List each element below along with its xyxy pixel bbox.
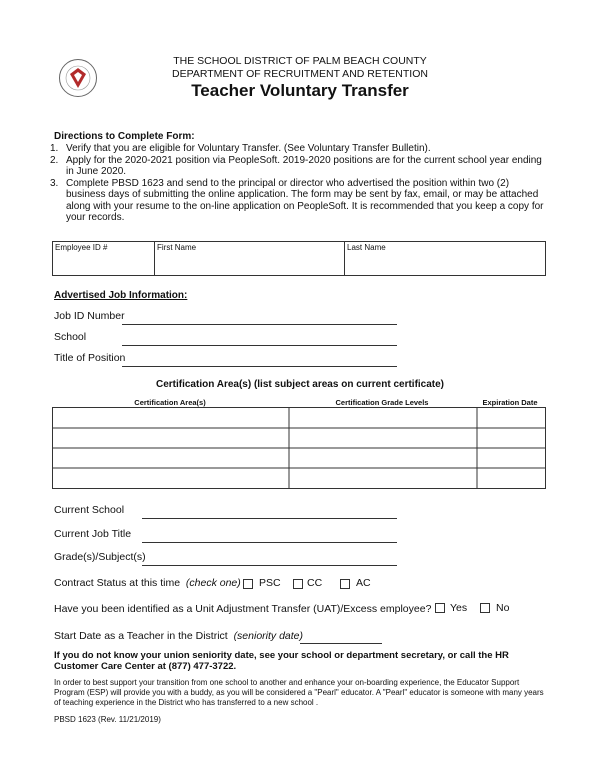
grades-subjects-label: Grade(s)/Subject(s): [54, 551, 146, 563]
current-school-label: Current School: [54, 504, 125, 516]
first-name-label: First Name: [157, 243, 197, 252]
direction-item: 1. Verify that you are eligible for Voluntary Transfer. (See Voluntary Transfer Bulletin).: [50, 143, 431, 154]
current-job-title-input-line[interactable]: [142, 542, 397, 543]
cert-area-header: Certification Area(s): [134, 398, 206, 407]
district-name: THE SCHOOL DISTRICT OF PALM BEACH COUNTY: [173, 55, 427, 67]
start-date-input-line[interactable]: [300, 643, 382, 644]
job-id-input-line[interactable]: [122, 324, 397, 325]
form-number-footer: PBSD 1623 (Rev. 11/21/2019): [54, 715, 161, 724]
employee-info-box: [52, 241, 546, 276]
position-title-label: Title of Position: [54, 352, 126, 364]
directions-heading: Directions to Complete Form:: [54, 131, 195, 142]
last-name-field[interactable]: [345, 242, 545, 275]
first-name-field[interactable]: [155, 242, 345, 275]
district-seal-logo: [58, 58, 98, 98]
uat-no-checkbox[interactable]: [480, 603, 490, 613]
directions-list: [50, 143, 550, 224]
job-id-label: Job ID Number: [54, 310, 125, 322]
department-name: DEPARTMENT OF RECRUITMENT AND RETENTION: [172, 68, 428, 80]
form-title: Teacher Voluntary Transfer: [191, 81, 409, 100]
certification-heading: Certification Area(s) (list subject areas on current certificate): [155, 379, 445, 390]
cert-grade-header: Certification Grade Levels: [335, 398, 429, 407]
cert-expiration-header: Expiration Date: [482, 398, 538, 407]
current-school-input-line[interactable]: [142, 518, 397, 519]
ac-checkbox[interactable]: [340, 579, 350, 589]
uat-no-label: No: [496, 602, 510, 614]
employee-id-label: Employee ID #: [55, 243, 108, 252]
uat-yes-checkbox[interactable]: [435, 603, 445, 613]
seniority-notice: If you do not know your union seniority date, see your school or department secretary, or call the HR Customer Care Center at (877) 477-3722.: [54, 650, 509, 672]
school-label: School: [54, 331, 87, 343]
certification-table: [52, 407, 546, 489]
esp-paragraph: In order to best support your transition from one school to another and enhance your on-boarding experience, the Educator Support Program (ESP) will provide you with a buddy, as you will be considered a "Pearl" educator. A "Pearl" educator is someone with many years of teaching experience in the District who has transferred to a new school .: [54, 678, 544, 707]
psc-checkbox[interactable]: [243, 579, 253, 589]
uat-yes-label: Yes: [450, 602, 468, 614]
advertised-job-heading: Advertised Job Information:: [54, 290, 188, 301]
start-date-hint: (seniority date): [233, 630, 304, 642]
psc-label: PSC: [259, 577, 281, 589]
grades-subjects-input-line[interactable]: [142, 565, 397, 566]
school-input-line[interactable]: [122, 345, 397, 346]
direction-item: 2. Apply for the 2020-2021 position via PeopleSoft. 2019-2020 positions are for the current school year ending in June 2020.: [50, 154, 542, 177]
start-date-label: Start Date as a Teacher in the District (seniority date): [54, 630, 304, 642]
current-job-title-label: Current Job Title: [54, 528, 132, 540]
position-title-input-line[interactable]: [122, 366, 397, 367]
ac-label: AC: [356, 577, 371, 589]
certification-grid: [53, 408, 545, 488]
cc-label: CC: [307, 577, 323, 589]
cc-checkbox[interactable]: [293, 579, 303, 589]
contract-status-hint: (check one): [185, 577, 241, 589]
uat-question: Have you been identified as a Unit Adjustment Transfer (UAT)/Excess employee?: [54, 603, 432, 615]
employee-id-field[interactable]: [53, 242, 155, 275]
last-name-label: Last Name: [347, 243, 386, 252]
contract-status-label: Contract Status at this time (check one): [54, 577, 241, 589]
direction-item: 3. Complete PBSD 1623 and send to the principal or director who advertised the position within two (2) business days of submitting the online application. The form may be sent by fax, email, or may be attached along with your resume to the on-line application on PeopleSoft. It is recommended that you keep a copy for your records.: [50, 177, 544, 223]
